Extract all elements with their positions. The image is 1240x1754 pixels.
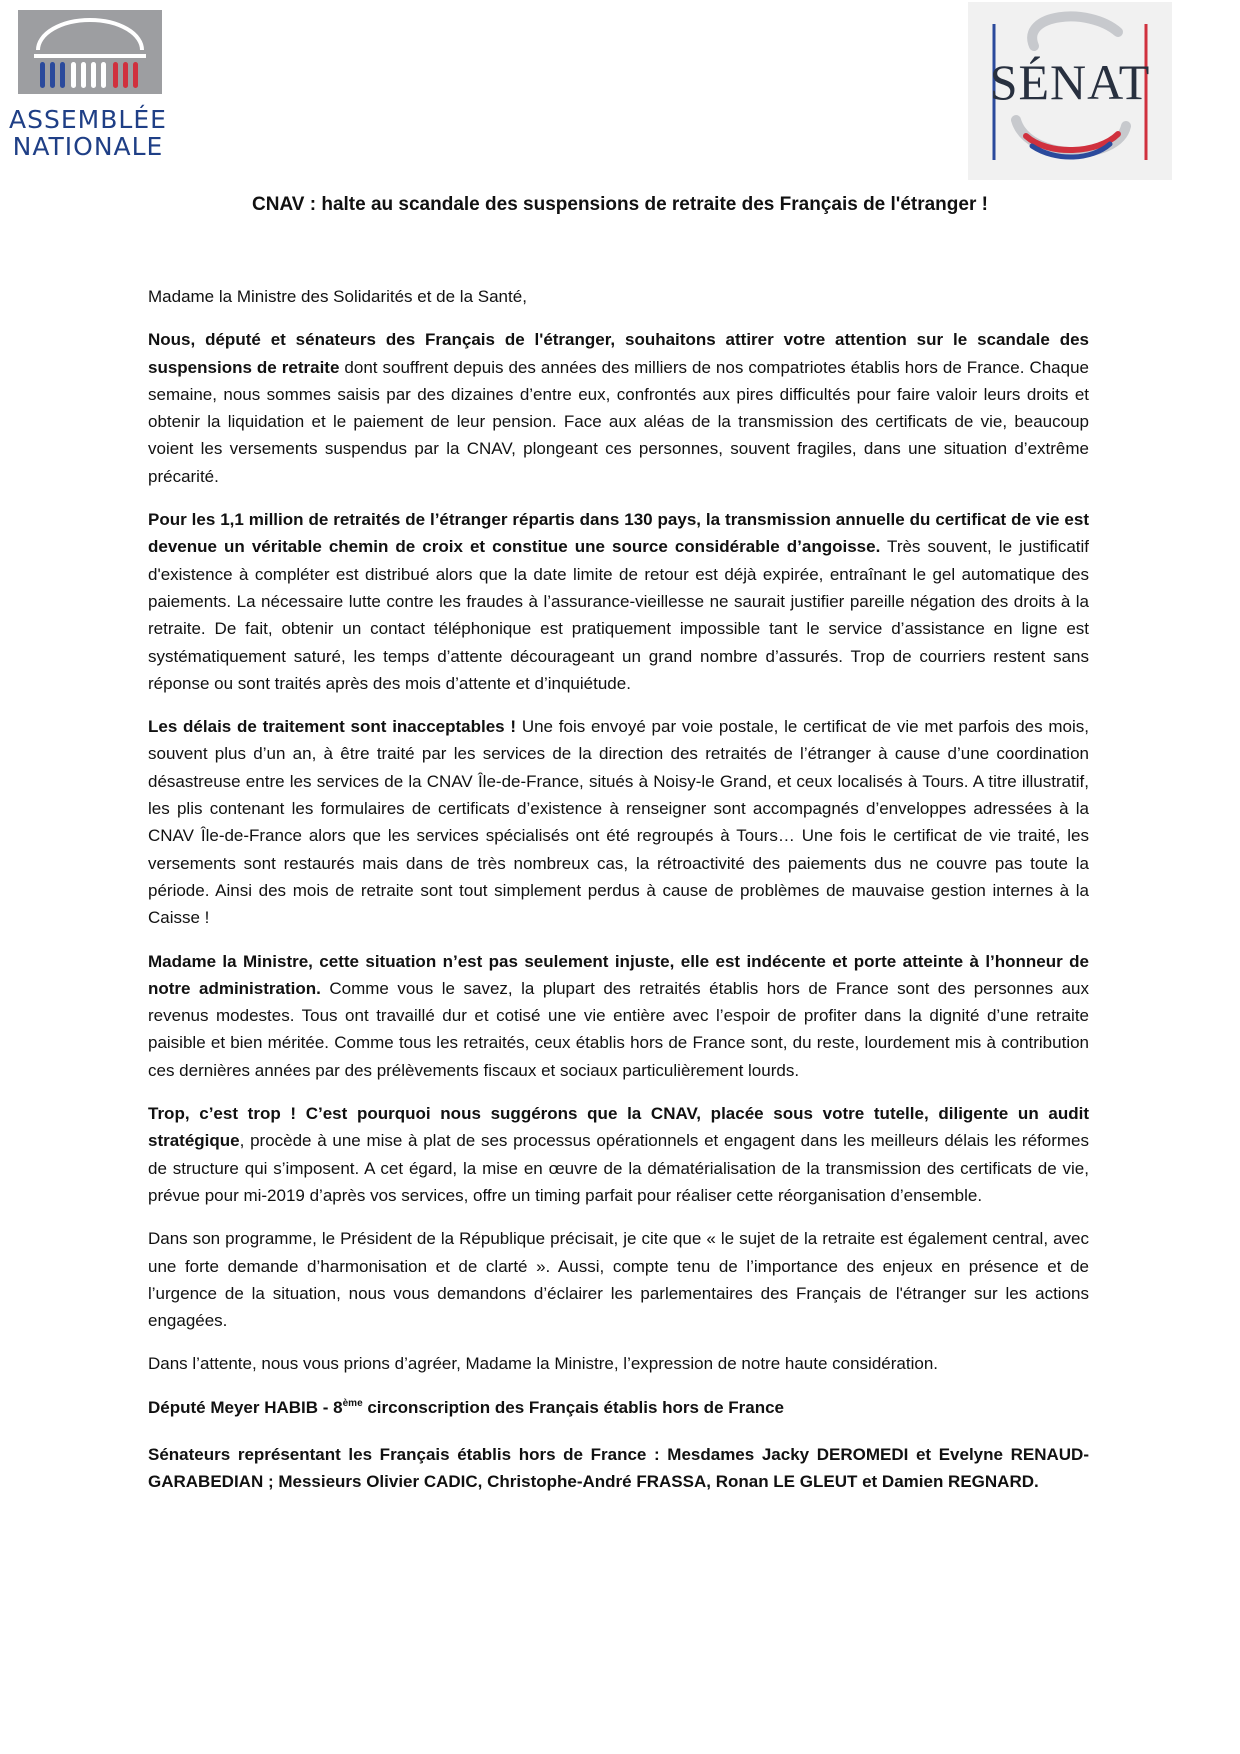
assemblee-nationale-wordmark bbox=[8, 106, 168, 160]
paragraph-3 bbox=[148, 713, 1089, 931]
assemblee-line: ASSEMBLÉE bbox=[9, 105, 167, 134]
paragraph-4-text: Comme vous le savez, la plupart des retraités établis hors de France sont des personnes aux revenus modestes. Tous ont travaillé dur et cotisé une vie entière avec l’espoir de profiter dans la dignité d’une retraite paisible et bien méritée. Comme tous les retraités, ceux établis hors de France sont, du reste, lourdement mis à contribution ces dernières années par des prélèvements fiscaux et sociaux particulièrement lourds. bbox=[148, 978, 1090, 1080]
paragraph-3-bold: Les délais de traitement sont inacceptables ! bbox=[148, 717, 517, 737]
paragraph-4-bold: Madame la Ministre, cette situation n’est pas seulement injuste, elle est indécente et porte atteinte à l’honneur de notre administration. bbox=[148, 951, 1089, 998]
signature-senateurs bbox=[148, 1441, 1089, 1496]
signature-depute bbox=[148, 1394, 1089, 1421]
closing-formula: Dans l’attente, nous vous prions d’agréer, Madame la Ministre, l’expression de notre haute considération. bbox=[148, 1354, 938, 1374]
senat-wordmark: SÉNAT bbox=[989, 54, 1151, 110]
assemblee-hemicycle-emblem bbox=[18, 10, 162, 94]
nationale-line: NATIONALE bbox=[12, 132, 164, 161]
signature-depute-constituency: circonscription des Français établis hors de France bbox=[362, 1397, 784, 1417]
paragraph-5-text: , procède à une mise à plat de ses processus opérationnels et engagent dans les meilleurs délais les réformes de structure qui s’imposent. A cet égard, la mise en œuvre de la dématérialisation de la transmission des certificats de vie, prévue pour mi-2019 d’après vos services, offre un timing parfait pour réaliser cette réorganisation d’ensemble. bbox=[148, 1131, 1089, 1205]
paragraph-1-bold: Nous, député et sénateurs des Français de l'étranger, souhaitons attirer votre attention sur le scandale des suspensions de retraite bbox=[148, 330, 1089, 377]
letter-body bbox=[148, 283, 1089, 1512]
paragraph-6: Dans son programme, le Président de la République précisait, je cite que « le sujet de la retraite est également central, avec une forte demande d’harmonisation et de clarté ». Aussi, compte tenu de l’importance des enjeux en présence et de l’urgence de la situation, nous vous demandons d’éclairer les parlementaires des Français de l'étranger sur les actions engagées. bbox=[148, 1229, 1089, 1331]
paragraph-2 bbox=[148, 506, 1089, 697]
assemblee-nationale-logo bbox=[8, 10, 167, 161]
letter-title: CNAV : halte au scandale des suspensions de retraite des Français de l'étranger ! bbox=[252, 194, 988, 215]
signature-depute-name: Député Meyer HABIB - 8 bbox=[148, 1397, 343, 1417]
paragraph-3-text: Une fois envoyé par voie postale, le certificat de vie met parfois des mois, souvent plus d’un an, à être traité par les services de la direction des retraités de l’étranger à cause d’une coordination désastreuse entre les services de la CNAV Île-de-France, situés à Noisy-le Grand, et ceux localisés à Tours. A titre illustratif, les plis contenant les formulaires de certificats d’existence à renseigner sont accompagnés d’enveloppes adressées à la CNAV Île-de-France alors que les services spécialisés ont été regroupés à Tours… Une fois le certificat de vie traité, les versements sont restaurés mais dans de très nombreux cas, la rétroactivité des paiements dus ne couvre pas toute la période. Ainsi des mois de retraite sont tout simplement perdus à cause de problèmes de mauvaise gestion internes à la Caisse ! bbox=[148, 717, 1090, 928]
paragraph-5 bbox=[148, 1100, 1089, 1209]
hemicycle-icon bbox=[18, 10, 162, 94]
salutation: Madame la Ministre des Solidarités et de la Santé, bbox=[148, 287, 527, 306]
ordinal-superscript: ème bbox=[342, 1397, 363, 1409]
signature-senateurs-text: Sénateurs représentant les Français établis hors de France : Mesdames Jacky DEROMEDI et Evelyne RENAUD-GARABEDIAN ; Messieurs Olivier CADIC, Christophe-André FRASSA, Ronan LE GLEUT et Damien REGNARD. bbox=[148, 1444, 1089, 1492]
paragraph-1-text: dont souffrent depuis des années des milliers de nos compatriotes établis hors de France. Chaque semaine, nous sommes saisis par des dizaines d’entre eux, confrontés aux pires difficultés pour faire valoir leurs droits et obtenir la liquidation et le paiement de leur pension. Face aux aléas de la transmission des certificats de vie, beaucoup voient les versements suspendus par la CNAV, plongeant ces personnes, souvent fragiles, dans une situation d’extrême précarité. bbox=[148, 357, 1089, 486]
paragraph-5-bold: Trop, c’est trop ! C’est pourquoi nous suggérons que la CNAV, placée sous votre tutelle, diligente un audit stratégique bbox=[148, 1104, 1089, 1151]
paragraph-1 bbox=[148, 326, 1089, 490]
senat-logo bbox=[968, 2, 1172, 180]
paragraph-2-text: Très souvent, le justificatif d'existence à compléter est distribué alors que la date limite de retour est déjà expirée, entraînant le gel automatique des paiements. La nécessaire lutte contre les fraudes à l’assurance-vieillesse ne saurait justifier pareille négation des droits à la retraite. De fait, obtenir un contact téléphonique est pratiquement impossible tant le service d’assistance en ligne est systématiquement saturé, les temps d’attente décourageant un grand nombre d’assurés. Trop de courriers restent sans réponse ou sont traités après des mois d’attente et d’inquiétude. bbox=[148, 537, 1089, 693]
paragraph-4 bbox=[148, 948, 1089, 1084]
paragraph-2-bold: Pour les 1,1 million de retraités de l’étranger répartis dans 130 pays, la transmission annuelle du certificat de vie est devenue un véritable chemin de croix et constitue une source considérable d’angoisse. bbox=[148, 510, 1089, 557]
